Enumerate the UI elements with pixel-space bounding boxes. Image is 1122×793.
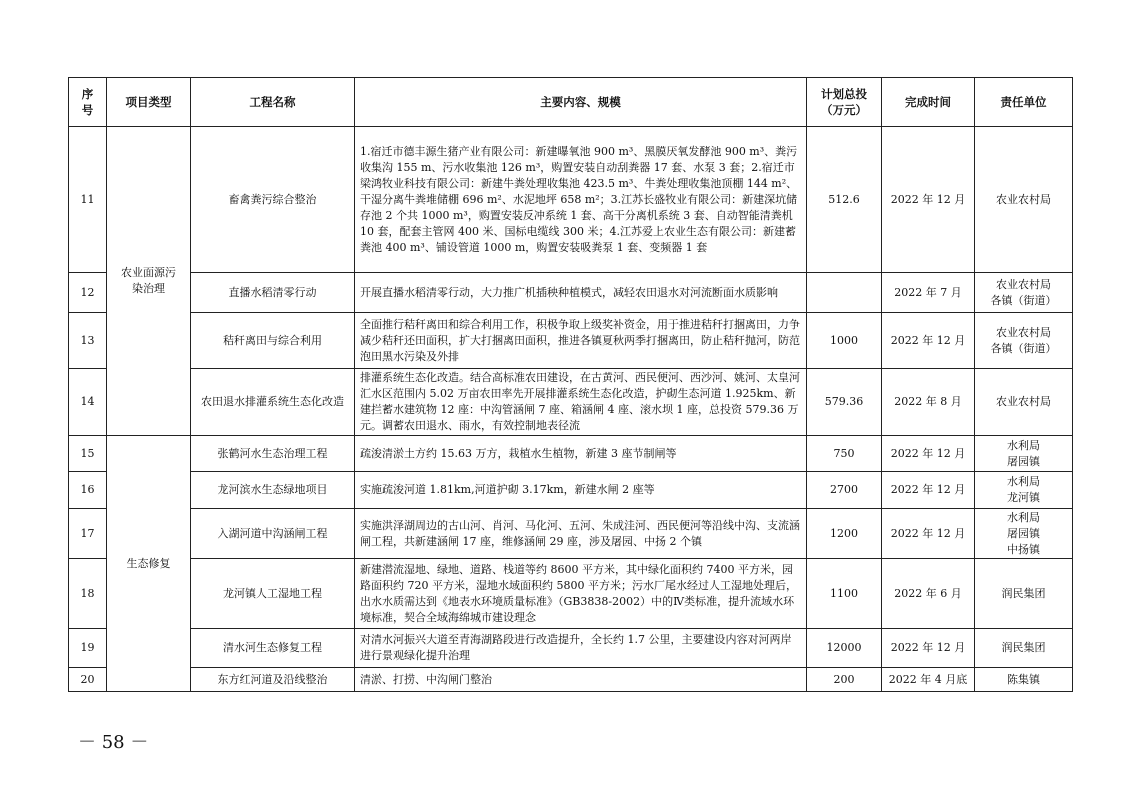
- row-budget: [807, 273, 882, 313]
- row-unit: 水利局 屠园镇: [975, 436, 1073, 472]
- header-category: 项目类型: [107, 78, 191, 127]
- row-content: 1.宿迁市德丰源生猪产业有限公司：新建曝氧池 900 m³、黑膜厌氧发酵池 900 m³、粪污收集沟 155 m、污水收集池 126 m³，购置安装自动刮粪器 17 套、水泵 3 套；2.宿迁市梁鸿牧业科技有限公司：新建牛粪处理收集池 423.5 m³、牛粪处理收集池顶棚 144 m²、干湿分离牛粪堆储棚 696 m²、水泥地坪 658 m²；3.江苏长盛牧业有限公司：新建深坑储存池 2 个共 1000 m³，购置安装反冲系统 1 套、高干分离机系统 3 套、自动智能清粪机 10 套，配套主管网 400 米、国标电缆线 300 米；4.江苏爱上农业生态有限公司：新建蓄粪池 400 m³、铺设管道 1000 m，购置安装吸粪泵 1 套、变频器 1 套: [355, 127, 807, 273]
- row-no: 20: [69, 668, 107, 692]
- row-budget: 512.6: [807, 127, 882, 273]
- row-no: 18: [69, 559, 107, 629]
- row-time: 2022 年 12 月: [882, 436, 975, 472]
- header-unit: 责任单位: [975, 78, 1073, 127]
- table-row: [69, 313, 1073, 369]
- page-number: － 58 －: [78, 732, 149, 753]
- category-eco: 生态修复: [107, 436, 191, 692]
- row-unit: 农业农村局 各镇（街道）: [975, 273, 1073, 313]
- row-content: 实施疏浚河道 1.81km,河道护砌 3.17km，新建水闸 2 座等: [355, 472, 807, 509]
- row-no: 19: [69, 629, 107, 668]
- header-budget: 计划总投 （万元）: [807, 78, 882, 127]
- row-time: 2022 年 7 月: [882, 273, 975, 313]
- row-time: 2022 年 12 月: [882, 629, 975, 668]
- row-name: 张鹤河水生态治理工程: [191, 436, 355, 472]
- row-unit: 水利局 龙河镇: [975, 472, 1073, 509]
- table-row: [69, 629, 1073, 668]
- row-budget: 750: [807, 436, 882, 472]
- row-content: 排灌系统生态化改造。结合高标准农田建设，在古黄河、西民便河、西沙河、姚河、太皇河汇水区范围内 5.02 万亩农田率先开展排灌系统生态化改造，护砌生态河道 1.925km、新建拦蓄水建筑物 12 座：中沟管涵闸 7 座、箱涵闸 4 座、滚水坝 1 座，总投资 579.36 万元。调蓄农田退水、雨水，有效控制地表径流: [355, 369, 807, 436]
- table-row: [69, 559, 1073, 629]
- row-no: 14: [69, 369, 107, 436]
- header-no: 序 号: [69, 78, 107, 127]
- row-budget: 200: [807, 668, 882, 692]
- row-unit: 水利局 屠园镇 中扬镇: [975, 509, 1073, 559]
- row-name: 秸秆离田与综合利用: [191, 313, 355, 369]
- row-no: 12: [69, 273, 107, 313]
- row-budget: 2700: [807, 472, 882, 509]
- row-name: 清水河生态修复工程: [191, 629, 355, 668]
- row-no: 11: [69, 127, 107, 273]
- header-row: [69, 78, 1073, 127]
- row-name: 龙河镇人工湿地工程: [191, 559, 355, 629]
- row-no: 13: [69, 313, 107, 369]
- row-unit: 润民集团: [975, 629, 1073, 668]
- row-unit: 陈集镇: [975, 668, 1073, 692]
- header-content: 主要内容、规模: [355, 78, 807, 127]
- project-table: [68, 77, 1073, 692]
- table-row: [69, 127, 1073, 273]
- row-name: 东方红河道及沿线整治: [191, 668, 355, 692]
- row-time: 2022 年 6 月: [882, 559, 975, 629]
- row-content: 新建潜流湿地、绿地、道路、栈道等约 8600 平方米，其中绿化面积约 7400 平方米，园路面积约 720 平方米，湿地水域面积约 5800 平方米；污水厂尾水经过人工湿地处理后，出水水质需达到《地表水环境质量标准》（GB3838-2002）中的Ⅳ类标准，提升流域水环境标准，契合全域海绵城市建设理念: [355, 559, 807, 629]
- row-unit: 农业农村局 各镇（街道）: [975, 313, 1073, 369]
- table-row: [69, 472, 1073, 509]
- row-content: 对清水河振兴大道至青海湖路段进行改造提升，全长约 1.7 公里，主要建设内容对河两岸进行景观绿化提升治理: [355, 629, 807, 668]
- row-unit: 润民集团: [975, 559, 1073, 629]
- row-time: 2022 年 12 月: [882, 472, 975, 509]
- row-content: 实施洪泽湖周边的古山河、肖河、马化河、五河、朱成洼河、西民便河等沿线中沟、支流涵闸工程，共新建涵闸 17 座，维修涵闸 29 座，涉及屠园、中扬 2 个镇: [355, 509, 807, 559]
- category-agri: 农业面源污 染治理: [107, 127, 191, 436]
- row-time: 2022 年 8 月: [882, 369, 975, 436]
- row-unit: 农业农村局: [975, 127, 1073, 273]
- row-name: 直播水稻清零行动: [191, 273, 355, 313]
- row-budget: 1000: [807, 313, 882, 369]
- table-row: [69, 509, 1073, 559]
- row-name: 农田退水排灌系统生态化改造: [191, 369, 355, 436]
- row-budget: 1200: [807, 509, 882, 559]
- row-no: 17: [69, 509, 107, 559]
- row-unit: 农业农村局: [975, 369, 1073, 436]
- row-content: 疏浚清淤土方约 15.63 万方，栽植水生植物，新建 3 座节制闸等: [355, 436, 807, 472]
- table-row: [69, 273, 1073, 313]
- row-time: 2022 年 12 月: [882, 127, 975, 273]
- row-content: 清淤、打捞、中沟闸门整治: [355, 668, 807, 692]
- row-content: 开展直播水稻清零行动，大力推广机插秧种植模式，减轻农田退水对河流断面水质影响: [355, 273, 807, 313]
- row-no: 16: [69, 472, 107, 509]
- row-content: 全面推行秸秆离田和综合利用工作，积极争取上级奖补资金，用于推进秸秆打捆离田，力争减少秸秆还田面积，扩大打捆离田面积，推进各镇夏秋两季打捆离田，防止秸秆抛河，防范泡田黑水污染及外排: [355, 313, 807, 369]
- row-time: 2022 年 4 月底: [882, 668, 975, 692]
- row-budget: 12000: [807, 629, 882, 668]
- row-time: 2022 年 12 月: [882, 313, 975, 369]
- row-name: 入湖河道中沟涵闸工程: [191, 509, 355, 559]
- row-name: 畜禽粪污综合整治: [191, 127, 355, 273]
- row-time: 2022 年 12 月: [882, 509, 975, 559]
- header-name: 工程名称: [191, 78, 355, 127]
- table-row: [69, 369, 1073, 436]
- row-name: 龙河滨水生态绿地项目: [191, 472, 355, 509]
- table-row: [69, 436, 1073, 472]
- header-time: 完成时间: [882, 78, 975, 127]
- row-budget: 579.36: [807, 369, 882, 436]
- table-row: [69, 668, 1073, 692]
- row-no: 15: [69, 436, 107, 472]
- row-budget: 1100: [807, 559, 882, 629]
